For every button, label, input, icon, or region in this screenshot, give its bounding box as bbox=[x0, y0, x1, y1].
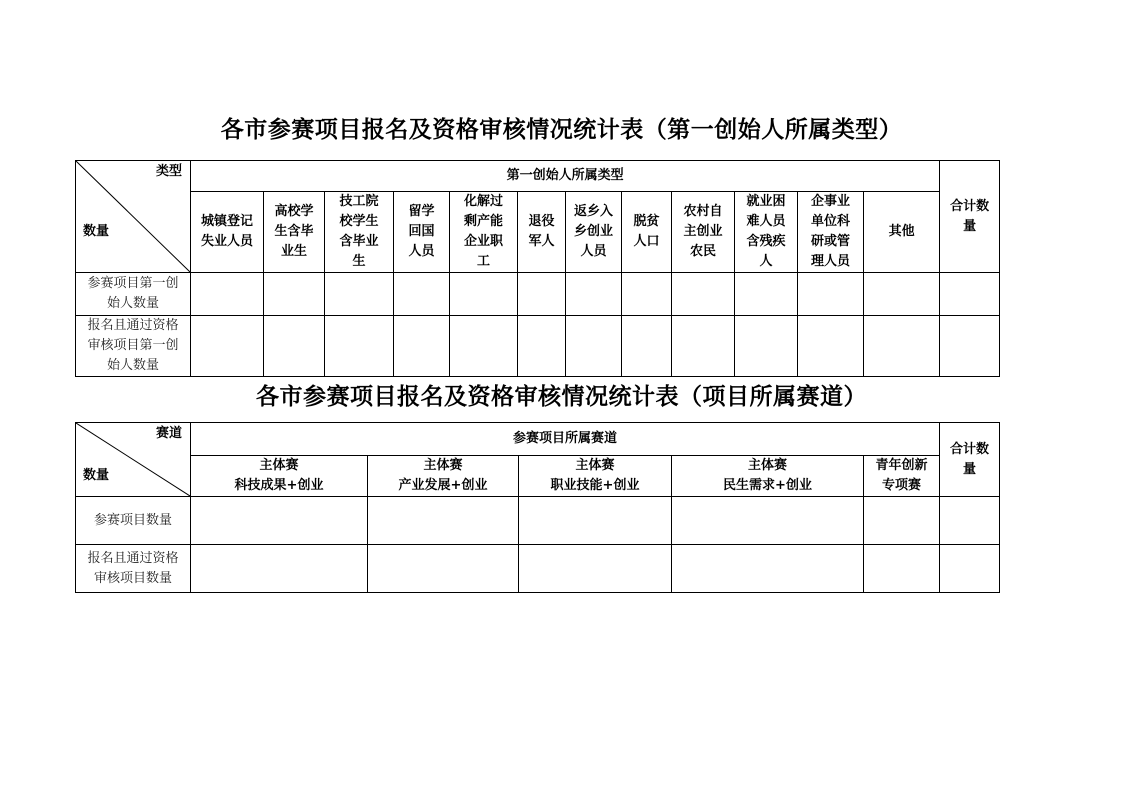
table1-total-header: 合计数量 bbox=[940, 161, 1000, 273]
col-header-rural-farmers: 农村自主创业农民 bbox=[672, 192, 735, 273]
table-cell[interactable] bbox=[394, 316, 450, 377]
table2-title: 各市参赛项目报名及资格审核情况统计表（项目所属赛道） bbox=[256, 383, 867, 410]
table-cell[interactable] bbox=[864, 316, 940, 377]
table-cell[interactable] bbox=[519, 545, 672, 593]
table-cell[interactable] bbox=[191, 316, 264, 377]
table-cell[interactable] bbox=[672, 497, 864, 545]
table-cell[interactable] bbox=[940, 497, 1000, 545]
col-header-skills-track: 主体赛 职业技能+创业 bbox=[519, 456, 672, 497]
col-header-tech-track: 主体赛 科技成果+创业 bbox=[191, 456, 368, 497]
table1-corner-cell bbox=[76, 161, 191, 273]
table2-corner-cell bbox=[76, 423, 191, 497]
col-header-overcapacity-workers: 化解过剩产能企业职工 bbox=[450, 192, 518, 273]
table-cell[interactable] bbox=[940, 545, 1000, 593]
col-header-veterans: 退役军人 bbox=[518, 192, 566, 273]
col-header-returned-overseas: 留学回国人员 bbox=[394, 192, 450, 273]
table-cell[interactable] bbox=[368, 545, 519, 593]
table-cell[interactable] bbox=[622, 316, 672, 377]
table2-group-header: 参赛项目所属赛道 bbox=[191, 423, 940, 456]
table-cell[interactable] bbox=[566, 273, 622, 316]
table2-row-label-qualified: 报名且通过资格审核项目数量 bbox=[76, 545, 191, 593]
table-cell[interactable] bbox=[518, 316, 566, 377]
corner-label-quantity: 数量 bbox=[83, 224, 110, 239]
table-cell[interactable] bbox=[191, 273, 264, 316]
table-cell[interactable] bbox=[798, 273, 864, 316]
table-cell[interactable] bbox=[940, 316, 1000, 377]
table-cell[interactable] bbox=[735, 316, 798, 377]
corner-label-quantity: 数量 bbox=[83, 468, 110, 483]
table1-title: 各市参赛项目报名及资格审核情况统计表（第一创始人所属类型） bbox=[220, 116, 903, 143]
col-header-disadvantaged: 就业困难人员含残疾人 bbox=[735, 192, 798, 273]
col-header-returning-entrepreneurs: 返乡入乡创业人员 bbox=[566, 192, 622, 273]
col-header-other: 其他 bbox=[864, 192, 940, 273]
table-cell[interactable] bbox=[325, 273, 394, 316]
col-header-livelihood-track: 主体赛 民生需求+创业 bbox=[672, 456, 864, 497]
table-cell[interactable] bbox=[864, 545, 940, 593]
col-header-college-students: 高校学生含毕业生 bbox=[264, 192, 325, 273]
table-cell[interactable] bbox=[622, 273, 672, 316]
table-cell[interactable] bbox=[864, 497, 940, 545]
table-cell[interactable] bbox=[450, 316, 518, 377]
corner-label-type: 类型 bbox=[155, 164, 182, 179]
table-cell[interactable] bbox=[450, 273, 518, 316]
table1-row-label-qualified: 报名且通过资格审核项目第一创始人数量 bbox=[76, 316, 191, 377]
first-founder-type-table bbox=[75, 160, 1000, 377]
table-cell[interactable] bbox=[264, 273, 325, 316]
table2-total-header: 合计数量 bbox=[940, 423, 1000, 497]
col-header-researchers: 企事业单位科研或管理人员 bbox=[798, 192, 864, 273]
col-header-technical-school: 技工院校学生含毕业生 bbox=[325, 192, 394, 273]
col-header-industry-track: 主体赛 产业发展+创业 bbox=[368, 456, 519, 497]
track-table bbox=[75, 422, 1000, 593]
table-cell[interactable] bbox=[394, 273, 450, 316]
table2-row-label-participants: 参赛项目数量 bbox=[76, 497, 191, 545]
col-header-youth-track: 青年创新 专项赛 bbox=[864, 456, 940, 497]
table-cell[interactable] bbox=[368, 497, 519, 545]
table-cell[interactable] bbox=[191, 545, 368, 593]
table-cell[interactable] bbox=[519, 497, 672, 545]
table-cell[interactable] bbox=[940, 273, 1000, 316]
table-cell[interactable] bbox=[325, 316, 394, 377]
table-cell[interactable] bbox=[798, 316, 864, 377]
table-cell[interactable] bbox=[264, 316, 325, 377]
table-cell[interactable] bbox=[672, 273, 735, 316]
table1-row-label-participants: 参赛项目第一创始人数量 bbox=[76, 273, 191, 316]
col-header-poverty-relief: 脱贫人口 bbox=[622, 192, 672, 273]
table-cell[interactable] bbox=[672, 316, 735, 377]
table-cell[interactable] bbox=[566, 316, 622, 377]
corner-label-track: 赛道 bbox=[155, 426, 182, 441]
col-header-unemployed: 城镇登记失业人员 bbox=[191, 192, 264, 273]
table-cell[interactable] bbox=[518, 273, 566, 316]
table-cell[interactable] bbox=[672, 545, 864, 593]
table1-group-header: 第一创始人所属类型 bbox=[191, 161, 940, 192]
table-cell[interactable] bbox=[191, 497, 368, 545]
table-cell[interactable] bbox=[864, 273, 940, 316]
table-cell[interactable] bbox=[735, 273, 798, 316]
